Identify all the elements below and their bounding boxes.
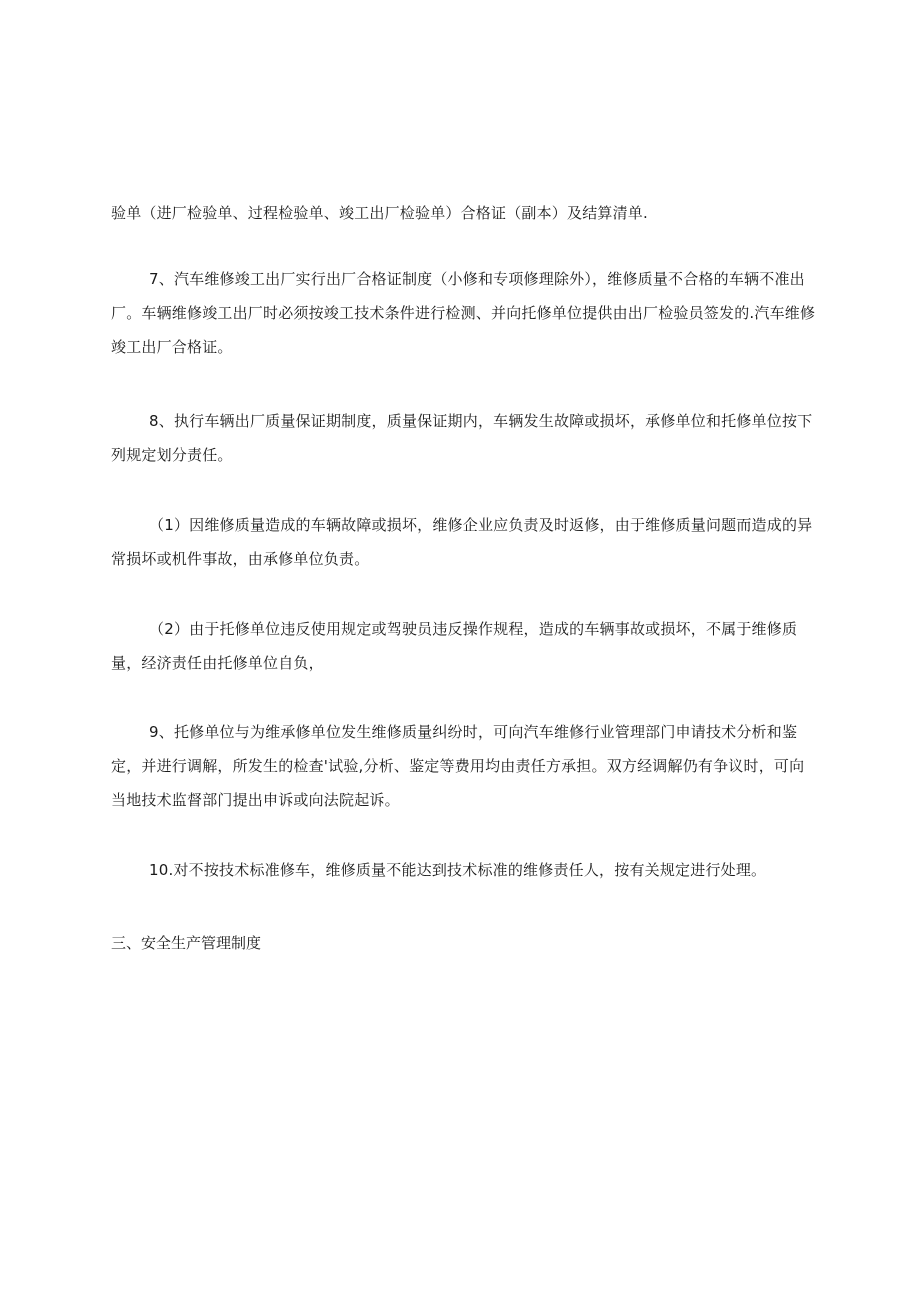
paragraph-item-10: 10.对不按技术标准修车，维修质量不能达到技术标准的维修责任人，按有关规定进行处理。 [149,861,767,879]
paragraph-item-8-1: （1）因维修质量造成的车辆故障或损坏，维修企业应负责及时返修，由于维修质量问题而造成的异常损坏或机件事故，由承修单位负责。 [111,516,813,568]
paragraph-item-9: 9、托修单位与为维承修单位发生维修质量纠纷时，可向汽车维修行业管理部门申请技术分析和鉴定，并进行调解，所发生的检查'试验,分析、鉴定等费用均由责任方承担。双方经调解仍有争议时，可向当地技术监督部门提出申诉或向法院起诉。 [111,723,805,809]
paragraph-item-8: 8、执行车辆出厂质量保证期制度，质量保证期内，车辆发生故障或损坏，承修单位和托修单位按下列规定划分责任。 [111,412,813,464]
section-heading: 三、安全生产管理制度 [111,934,262,952]
paragraph-inspection-documents: 验单（进厂检验单、过程检验单、竣工出厂检验单）合格证（副本）及结算清单. [111,204,648,222]
paragraph-item-7: 7、汽车维修竣工出厂实行出厂合格证制度（小修和专项修理除外），维修质量不合格的车辆不准出厂。车辆维修竣工出厂时必须按竣工技术条件进行检测、并向托修单位提供由出厂检验员签发的.汽车维修竣工出厂合格证。 [111,270,816,356]
paragraph-item-8-2: （2）由于托修单位违反使用规定或驾驶员违反操作规程，造成的车辆事故或损坏，不属于维修质量，经济责任由托修单位自负， [111,620,798,672]
